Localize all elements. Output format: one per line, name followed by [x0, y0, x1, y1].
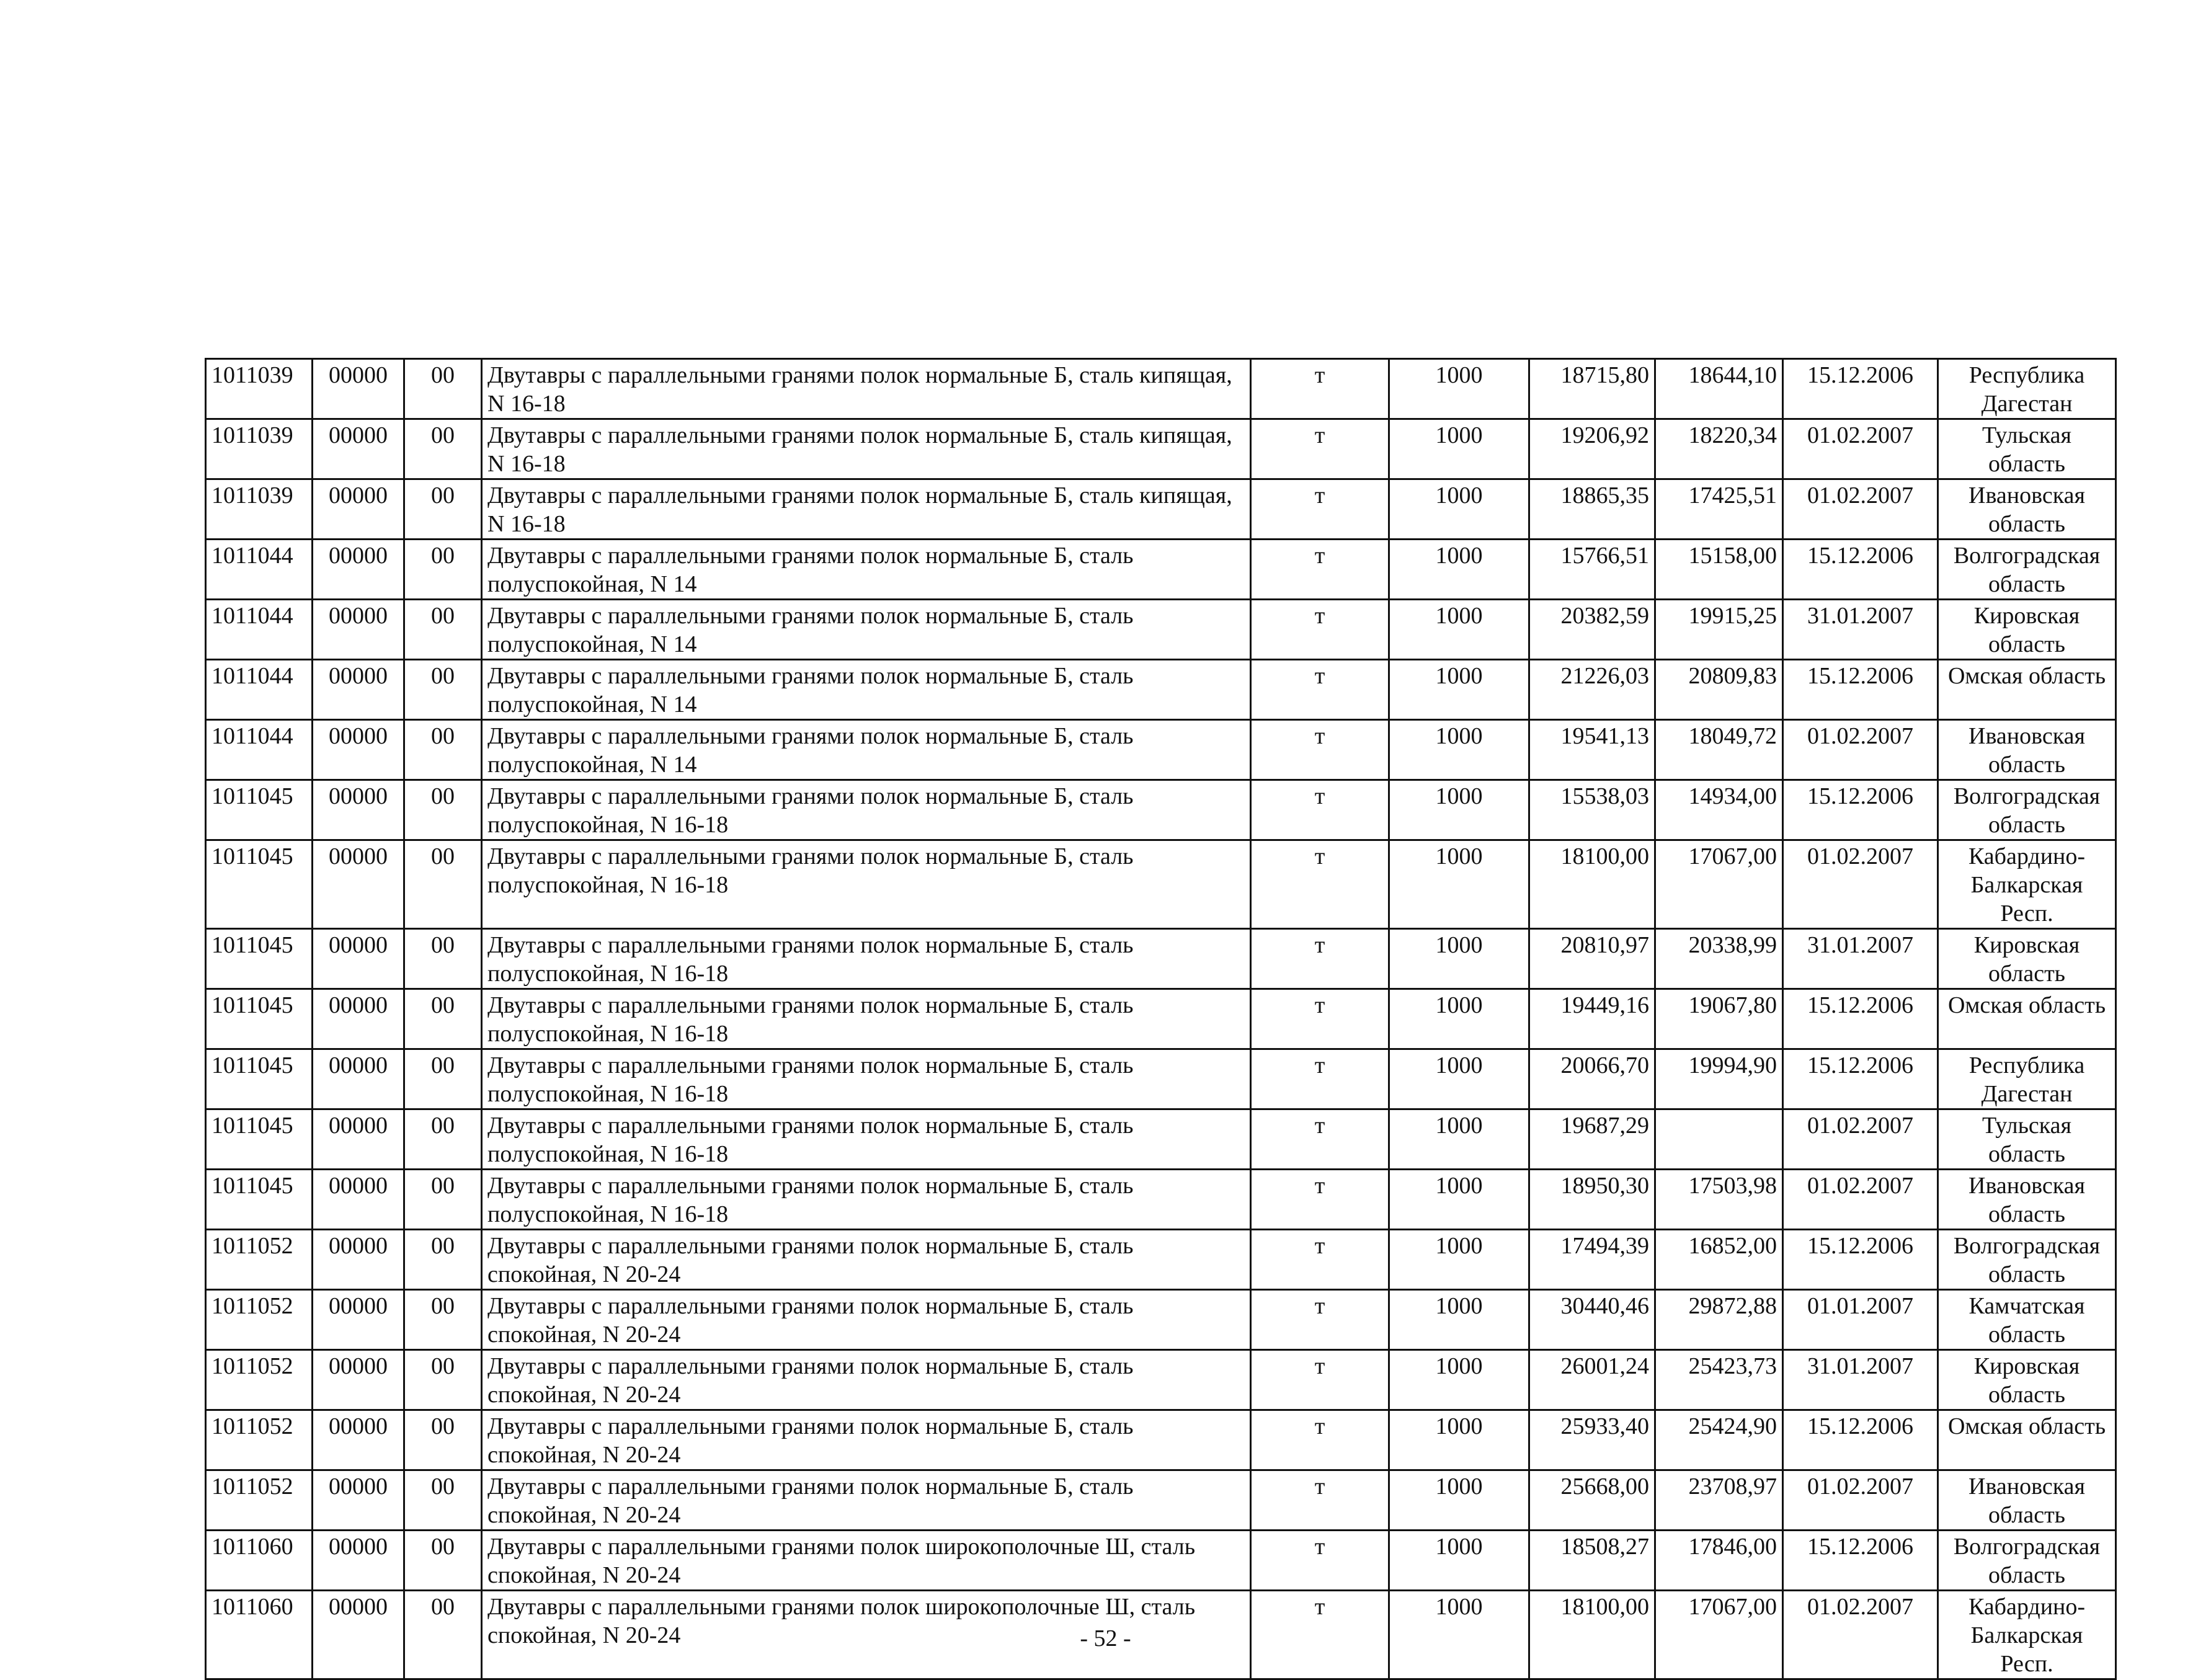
row-region: Республика Дагестан [1938, 359, 2116, 419]
row-description: Двутавры с параллельными гранями полок нормальные Б, сталь полуспокойная, N 16-18 [482, 989, 1251, 1049]
row-quantity: 1000 [1389, 600, 1529, 660]
row-code: 1011039 [206, 479, 313, 540]
row-region: Кабардино-Балкарская Респ. [1938, 840, 2116, 929]
row-suffix: 00 [404, 540, 482, 600]
table-row [206, 359, 2116, 419]
row-description: Двутавры с параллельными гранями полок нормальные Б, сталь спокойная, N 20-24 [482, 1470, 1251, 1531]
row-price-1: 18100,00 [1529, 1591, 1655, 1679]
row-date: 01.02.2007 [1783, 479, 1938, 540]
row-region: Кировская область [1938, 600, 2116, 660]
row-unit: т [1251, 1410, 1389, 1470]
row-sub-code: 00000 [313, 1591, 404, 1679]
row-region: Омская область [1938, 989, 2116, 1049]
row-date: 15.12.2006 [1783, 1531, 1938, 1591]
row-suffix: 00 [404, 660, 482, 720]
row-price-1: 19449,16 [1529, 989, 1655, 1049]
row-suffix: 00 [404, 929, 482, 989]
page-number: - 52 - [1080, 1625, 1131, 1651]
row-quantity: 1000 [1389, 720, 1529, 780]
row-sub-code: 00000 [313, 720, 404, 780]
row-quantity: 1000 [1389, 1470, 1529, 1531]
row-suffix: 00 [404, 479, 482, 540]
row-price-1: 25668,00 [1529, 1470, 1655, 1531]
row-price-1: 18508,27 [1529, 1531, 1655, 1591]
row-quantity: 1000 [1389, 1170, 1529, 1230]
row-description: Двутавры с параллельными гранями полок нормальные Б, сталь кипящая, N 16-18 [482, 479, 1251, 540]
row-date: 15.12.2006 [1783, 540, 1938, 600]
row-price-1: 20382,59 [1529, 600, 1655, 660]
table-row [206, 1230, 2116, 1290]
row-quantity: 1000 [1389, 1410, 1529, 1470]
table-row [206, 1170, 2116, 1230]
row-suffix: 00 [404, 1531, 482, 1591]
row-date: 01.02.2007 [1783, 1109, 1938, 1170]
row-code: 1011052 [206, 1410, 313, 1470]
row-price-2: 20338,99 [1655, 929, 1783, 989]
row-quantity: 1000 [1389, 1049, 1529, 1109]
row-date: 15.12.2006 [1783, 359, 1938, 419]
row-price-2: 29872,88 [1655, 1290, 1783, 1350]
row-price-1: 20066,70 [1529, 1049, 1655, 1109]
row-date: 01.02.2007 [1783, 1591, 1938, 1679]
row-sub-code: 00000 [313, 600, 404, 660]
row-price-1: 20810,97 [1529, 929, 1655, 989]
row-description: Двутавры с параллельными гранями полок нормальные Б, сталь полуспокойная, N 16-18 [482, 1109, 1251, 1170]
row-code: 1011044 [206, 660, 313, 720]
row-region: Республика Дагестан [1938, 1049, 2116, 1109]
row-quantity: 1000 [1389, 1230, 1529, 1290]
row-suffix: 00 [404, 1350, 482, 1410]
row-sub-code: 00000 [313, 1290, 404, 1350]
row-price-2: 16852,00 [1655, 1230, 1783, 1290]
row-price-2: 25424,90 [1655, 1410, 1783, 1470]
row-price-1: 15538,03 [1529, 780, 1655, 840]
row-description: Двутавры с параллельными гранями полок нормальные Б, сталь полуспокойная, N 16-18 [482, 1049, 1251, 1109]
row-unit: т [1251, 1290, 1389, 1350]
table-row [206, 720, 2116, 780]
row-price-1: 25933,40 [1529, 1410, 1655, 1470]
row-region: Кабардино-Балкарская Респ. [1938, 1591, 2116, 1679]
row-price-2: 19067,80 [1655, 989, 1783, 1049]
row-quantity: 1000 [1389, 1290, 1529, 1350]
row-code: 1011039 [206, 359, 313, 419]
table-row [206, 929, 2116, 989]
row-date: 01.02.2007 [1783, 1170, 1938, 1230]
row-description: Двутавры с параллельными гранями полок нормальные Б, сталь полуспокойная, N 16-18 [482, 929, 1251, 989]
row-date: 15.12.2006 [1783, 1410, 1938, 1470]
row-unit: т [1251, 359, 1389, 419]
row-sub-code: 00000 [313, 660, 404, 720]
row-description: Двутавры с параллельными гранями полок нормальные Б, сталь спокойная, N 20-24 [482, 1350, 1251, 1410]
row-suffix: 00 [404, 1410, 482, 1470]
row-code: 1011045 [206, 1049, 313, 1109]
row-unit: т [1251, 1230, 1389, 1290]
row-code: 1011052 [206, 1350, 313, 1410]
row-price-1: 18715,80 [1529, 359, 1655, 419]
row-description: Двутавры с параллельными гранями полок нормальные Б, сталь полуспокойная, N 14 [482, 660, 1251, 720]
row-date: 01.02.2007 [1783, 720, 1938, 780]
row-sub-code: 00000 [313, 1531, 404, 1591]
row-region: Волгоградская область [1938, 1531, 2116, 1591]
row-price-1: 30440,46 [1529, 1290, 1655, 1350]
row-code: 1011045 [206, 1170, 313, 1230]
row-date: 31.01.2007 [1783, 600, 1938, 660]
row-date: 01.02.2007 [1783, 1470, 1938, 1531]
row-unit: т [1251, 720, 1389, 780]
row-quantity: 1000 [1389, 780, 1529, 840]
row-region: Омская область [1938, 1410, 2116, 1470]
row-unit: т [1251, 840, 1389, 929]
row-code: 1011044 [206, 600, 313, 660]
table-row [206, 540, 2116, 600]
row-suffix: 00 [404, 419, 482, 479]
row-sub-code: 00000 [313, 540, 404, 600]
table-row [206, 1531, 2116, 1591]
row-region: Волгоградская область [1938, 1230, 2116, 1290]
row-region: Тульская область [1938, 419, 2116, 479]
row-unit: т [1251, 780, 1389, 840]
row-quantity: 1000 [1389, 1109, 1529, 1170]
row-price-1: 19541,13 [1529, 720, 1655, 780]
row-sub-code: 00000 [313, 1410, 404, 1470]
row-code: 1011045 [206, 989, 313, 1049]
row-suffix: 00 [404, 1591, 482, 1679]
row-suffix: 00 [404, 1470, 482, 1531]
table-row [206, 1350, 2116, 1410]
row-quantity: 1000 [1389, 359, 1529, 419]
row-date: 15.12.2006 [1783, 780, 1938, 840]
table-row [206, 479, 2116, 540]
row-code: 1011044 [206, 720, 313, 780]
row-suffix: 00 [404, 1170, 482, 1230]
row-price-2: 17846,00 [1655, 1531, 1783, 1591]
table-row [206, 1470, 2116, 1531]
row-suffix: 00 [404, 840, 482, 929]
row-price-1: 17494,39 [1529, 1230, 1655, 1290]
row-suffix: 00 [404, 780, 482, 840]
row-description: Двутавры с параллельными гранями полок широкополочные Ш, сталь спокойная, N 20-24 [482, 1591, 1251, 1679]
row-sub-code: 00000 [313, 1109, 404, 1170]
row-code: 1011052 [206, 1230, 313, 1290]
price-table-container [205, 358, 2117, 1680]
row-price-2 [1655, 1109, 1783, 1170]
row-code: 1011045 [206, 929, 313, 989]
row-price-1: 19687,29 [1529, 1109, 1655, 1170]
row-price-2: 17067,00 [1655, 1591, 1783, 1679]
row-unit: т [1251, 929, 1389, 989]
row-description: Двутавры с параллельными гранями полок широкополочные Ш, сталь спокойная, N 20-24 [482, 1531, 1251, 1591]
row-region: Кировская область [1938, 1350, 2116, 1410]
row-description: Двутавры с параллельными гранями полок нормальные Б, сталь полуспокойная, N 16-18 [482, 780, 1251, 840]
row-sub-code: 00000 [313, 359, 404, 419]
row-price-1: 21226,03 [1529, 660, 1655, 720]
table-row [206, 1410, 2116, 1470]
row-price-2: 18644,10 [1655, 359, 1783, 419]
row-unit: т [1251, 419, 1389, 479]
row-sub-code: 00000 [313, 780, 404, 840]
row-price-2: 17067,00 [1655, 840, 1783, 929]
row-suffix: 00 [404, 1290, 482, 1350]
row-sub-code: 00000 [313, 1049, 404, 1109]
row-quantity: 1000 [1389, 929, 1529, 989]
row-region: Волгоградская область [1938, 540, 2116, 600]
row-unit: т [1251, 1350, 1389, 1410]
row-quantity: 1000 [1389, 419, 1529, 479]
row-description: Двутавры с параллельными гранями полок нормальные Б, сталь полуспокойная, N 16-18 [482, 1170, 1251, 1230]
row-description: Двутавры с параллельными гранями полок нормальные Б, сталь спокойная, N 20-24 [482, 1230, 1251, 1290]
row-unit: т [1251, 1591, 1389, 1679]
row-sub-code: 00000 [313, 419, 404, 479]
row-suffix: 00 [404, 989, 482, 1049]
row-code: 1011045 [206, 780, 313, 840]
row-price-1: 26001,24 [1529, 1350, 1655, 1410]
row-suffix: 00 [404, 1109, 482, 1170]
row-date: 01.01.2007 [1783, 1290, 1938, 1350]
table-row [206, 600, 2116, 660]
row-quantity: 1000 [1389, 1531, 1529, 1591]
row-code: 1011045 [206, 840, 313, 929]
row-code: 1011052 [206, 1470, 313, 1531]
row-code: 1011060 [206, 1531, 313, 1591]
row-price-1: 18950,30 [1529, 1170, 1655, 1230]
row-price-1: 19206,92 [1529, 419, 1655, 479]
row-price-2: 18220,34 [1655, 419, 1783, 479]
row-suffix: 00 [404, 720, 482, 780]
row-date: 31.01.2007 [1783, 1350, 1938, 1410]
row-quantity: 1000 [1389, 840, 1529, 929]
row-price-2: 15158,00 [1655, 540, 1783, 600]
table-row [206, 840, 2116, 929]
table-row [206, 1109, 2116, 1170]
row-quantity: 1000 [1389, 1350, 1529, 1410]
table-row [206, 1290, 2116, 1350]
row-suffix: 00 [404, 359, 482, 419]
row-region: Камчатская область [1938, 1290, 2116, 1350]
row-sub-code: 00000 [313, 1230, 404, 1290]
row-date: 15.12.2006 [1783, 660, 1938, 720]
table-row [206, 989, 2116, 1049]
row-region: Омская область [1938, 660, 2116, 720]
row-description: Двутавры с параллельными гранями полок нормальные Б, сталь спокойная, N 20-24 [482, 1410, 1251, 1470]
table-body [206, 359, 2116, 1679]
row-unit: т [1251, 479, 1389, 540]
row-code: 1011045 [206, 1109, 313, 1170]
row-unit: т [1251, 1049, 1389, 1109]
row-unit: т [1251, 1531, 1389, 1591]
row-price-1: 18100,00 [1529, 840, 1655, 929]
table-row [206, 780, 2116, 840]
row-price-2: 18049,72 [1655, 720, 1783, 780]
row-price-2: 25423,73 [1655, 1350, 1783, 1410]
row-region: Ивановская область [1938, 479, 2116, 540]
row-region: Ивановская область [1938, 1470, 2116, 1531]
row-quantity: 1000 [1389, 540, 1529, 600]
row-date: 31.01.2007 [1783, 929, 1938, 989]
row-region: Ивановская область [1938, 1170, 2116, 1230]
row-region: Волгоградская область [1938, 780, 2116, 840]
row-date: 15.12.2006 [1783, 1049, 1938, 1109]
row-sub-code: 00000 [313, 1470, 404, 1531]
row-price-2: 17425,51 [1655, 479, 1783, 540]
row-unit: т [1251, 600, 1389, 660]
row-code: 1011052 [206, 1290, 313, 1350]
price-table [205, 358, 2117, 1680]
row-price-2: 19915,25 [1655, 600, 1783, 660]
row-date: 15.12.2006 [1783, 989, 1938, 1049]
row-price-1: 15766,51 [1529, 540, 1655, 600]
row-quantity: 1000 [1389, 660, 1529, 720]
row-unit: т [1251, 1170, 1389, 1230]
row-description: Двутавры с параллельными гранями полок нормальные Б, сталь полуспокойная, N 14 [482, 540, 1251, 600]
row-suffix: 00 [404, 1049, 482, 1109]
row-unit: т [1251, 660, 1389, 720]
row-code: 1011044 [206, 540, 313, 600]
table-row [206, 660, 2116, 720]
row-price-2: 19994,90 [1655, 1049, 1783, 1109]
row-date: 01.02.2007 [1783, 840, 1938, 929]
row-sub-code: 00000 [313, 1170, 404, 1230]
row-description: Двутавры с параллельными гранями полок нормальные Б, сталь полуспокойная, N 14 [482, 600, 1251, 660]
row-price-2: 17503,98 [1655, 1170, 1783, 1230]
row-price-2: 23708,97 [1655, 1470, 1783, 1531]
row-description: Двутавры с параллельными гранями полок нормальные Б, сталь кипящая, N 16-18 [482, 419, 1251, 479]
row-code: 1011039 [206, 419, 313, 479]
row-quantity: 1000 [1389, 1591, 1529, 1679]
row-quantity: 1000 [1389, 479, 1529, 540]
row-unit: т [1251, 1109, 1389, 1170]
row-unit: т [1251, 540, 1389, 600]
row-sub-code: 00000 [313, 989, 404, 1049]
row-quantity: 1000 [1389, 989, 1529, 1049]
table-row [206, 1049, 2116, 1109]
table-row [206, 419, 2116, 479]
row-sub-code: 00000 [313, 479, 404, 540]
row-region: Тульская область [1938, 1109, 2116, 1170]
row-description: Двутавры с параллельными гранями полок нормальные Б, сталь кипящая, N 16-18 [482, 359, 1251, 419]
row-description: Двутавры с параллельными гранями полок нормальные Б, сталь полуспокойная, N 14 [482, 720, 1251, 780]
row-suffix: 00 [404, 1230, 482, 1290]
row-price-2: 20809,83 [1655, 660, 1783, 720]
row-price-2: 14934,00 [1655, 780, 1783, 840]
row-date: 15.12.2006 [1783, 1230, 1938, 1290]
row-unit: т [1251, 989, 1389, 1049]
row-date: 01.02.2007 [1783, 419, 1938, 479]
row-sub-code: 00000 [313, 1350, 404, 1410]
row-code: 1011060 [206, 1591, 313, 1679]
row-region: Кировская область [1938, 929, 2116, 989]
row-unit: т [1251, 1470, 1389, 1531]
row-sub-code: 00000 [313, 840, 404, 929]
row-description: Двутавры с параллельными гранями полок нормальные Б, сталь полуспокойная, N 16-18 [482, 840, 1251, 929]
row-suffix: 00 [404, 600, 482, 660]
row-description: Двутавры с параллельными гранями полок нормальные Б, сталь спокойная, N 20-24 [482, 1290, 1251, 1350]
row-region: Ивановская область [1938, 720, 2116, 780]
row-price-1: 18865,35 [1529, 479, 1655, 540]
row-sub-code: 00000 [313, 929, 404, 989]
